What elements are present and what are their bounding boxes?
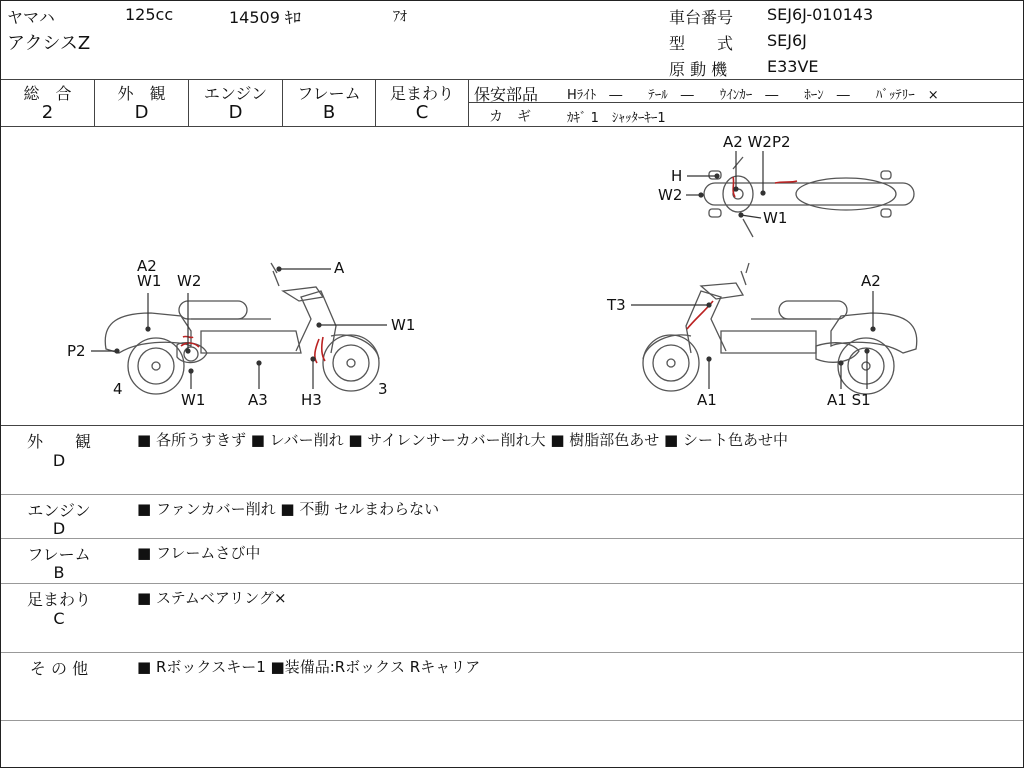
label-left-P2: P2 <box>67 342 86 360</box>
key-value: ｶｷﾞ 1 ｼｬｯﾀｰｷｰ1 <box>567 111 666 126</box>
type-label: 型 式 <box>669 34 734 53</box>
grade-label-frame: フレーム <box>297 84 361 103</box>
safety-items: Hﾗｲﾄ ― ﾃｰﾙ ― ｳｲﾝｶｰ ― ﾎｰﾝ ― ﾊﾞｯﾃﾘｰ × <box>567 88 939 103</box>
label-left-H3: H3 <box>301 391 322 409</box>
section-grade-exterior: D <box>52 451 66 470</box>
label-right-A2: A2 <box>861 272 881 290</box>
label-top-W2: W2 <box>658 186 683 204</box>
label-right-T3: T3 <box>607 296 626 314</box>
label-left-3: 3 <box>378 380 388 398</box>
label-left-A2: A2 <box>137 257 157 275</box>
divider <box>1 79 1023 80</box>
label-left-W1c: W1 <box>181 391 206 409</box>
label-right-A1S1: A1 S1 <box>827 391 871 409</box>
label-left-A3: A3 <box>248 391 268 409</box>
section-notes-frame: ■ フレームさび中 <box>137 544 261 562</box>
section-label-suspension: 足まわり <box>26 590 91 609</box>
model-name: アクシスZ <box>7 33 91 54</box>
label-left-W1b: W1 <box>391 316 416 334</box>
label-top-W1: W1 <box>763 209 788 227</box>
label-top-H: H <box>671 167 683 185</box>
section-notes-suspension: ■ ステムベアリング× <box>137 589 287 607</box>
engine-label: 原 動 機 <box>669 60 728 79</box>
label-left-A: A <box>334 259 345 277</box>
section-label-other: そ の 他 <box>29 659 89 678</box>
divider <box>1 538 1023 539</box>
key-label: カ ギ <box>489 109 531 125</box>
section-notes-engine: ■ ファンカバー削れ ■ 不動 セルまわらない <box>137 500 440 518</box>
grade-value-suspension: C <box>415 102 429 123</box>
grade-label-engine: エンジン <box>203 84 268 103</box>
section-label-frame: フレーム <box>27 545 91 564</box>
frame-no-label: 車台番号 <box>669 8 734 27</box>
scooter-diagram <box>1 127 1023 425</box>
section-notes-exterior: ■ 各所うすきず ■ レバー削れ ■ サイレンサーカバー削れ大 ■ 樹脂部色あせ ■ シート色あせ中 <box>137 431 789 449</box>
section-grade-suspension: C <box>53 609 65 628</box>
divider <box>1 494 1023 495</box>
grade-value-exterior: D <box>134 102 149 123</box>
label-right-A1: A1 <box>697 391 717 409</box>
section-label-engine: エンジン <box>27 501 91 520</box>
divider <box>1 720 1023 721</box>
divider <box>1 583 1023 584</box>
mileage: 14509 ｷﾛ <box>229 8 301 27</box>
label-top-A2W2P2: A2 W2P2 <box>723 133 791 151</box>
label-left-W1a: W1 <box>137 272 162 290</box>
grade-value-overall: 2 <box>41 102 54 123</box>
grade-value-frame: B <box>322 102 336 123</box>
grade-label-suspension: 足まわり <box>389 84 454 103</box>
safety-label: 保安部品 <box>474 85 539 104</box>
frame-no: SEJ6J-010143 <box>767 5 874 24</box>
maker: ヤマハ <box>7 8 55 27</box>
displacement: 125cc <box>125 5 174 24</box>
divider <box>1 425 1023 426</box>
section-notes-other: ■ Rボックスキー1 ■装備品:Rボックス Rキャリア <box>137 658 481 676</box>
grade-label-exterior: 外 観 <box>117 84 166 103</box>
grade-value-engine: D <box>228 102 243 123</box>
section-label-exterior: 外 観 <box>26 432 91 451</box>
label-left-4: 4 <box>113 380 123 398</box>
divider <box>1 652 1023 653</box>
section-grade-frame: B <box>53 563 65 582</box>
label-left-W2: W2 <box>177 272 202 290</box>
grade-label-overall: 総 合 <box>23 84 72 103</box>
section-grade-engine: D <box>52 519 66 538</box>
engine-value: E33VE <box>767 57 819 76</box>
type-value: SEJ6J <box>767 31 807 50</box>
body-color: ｱｵ <box>393 9 407 25</box>
